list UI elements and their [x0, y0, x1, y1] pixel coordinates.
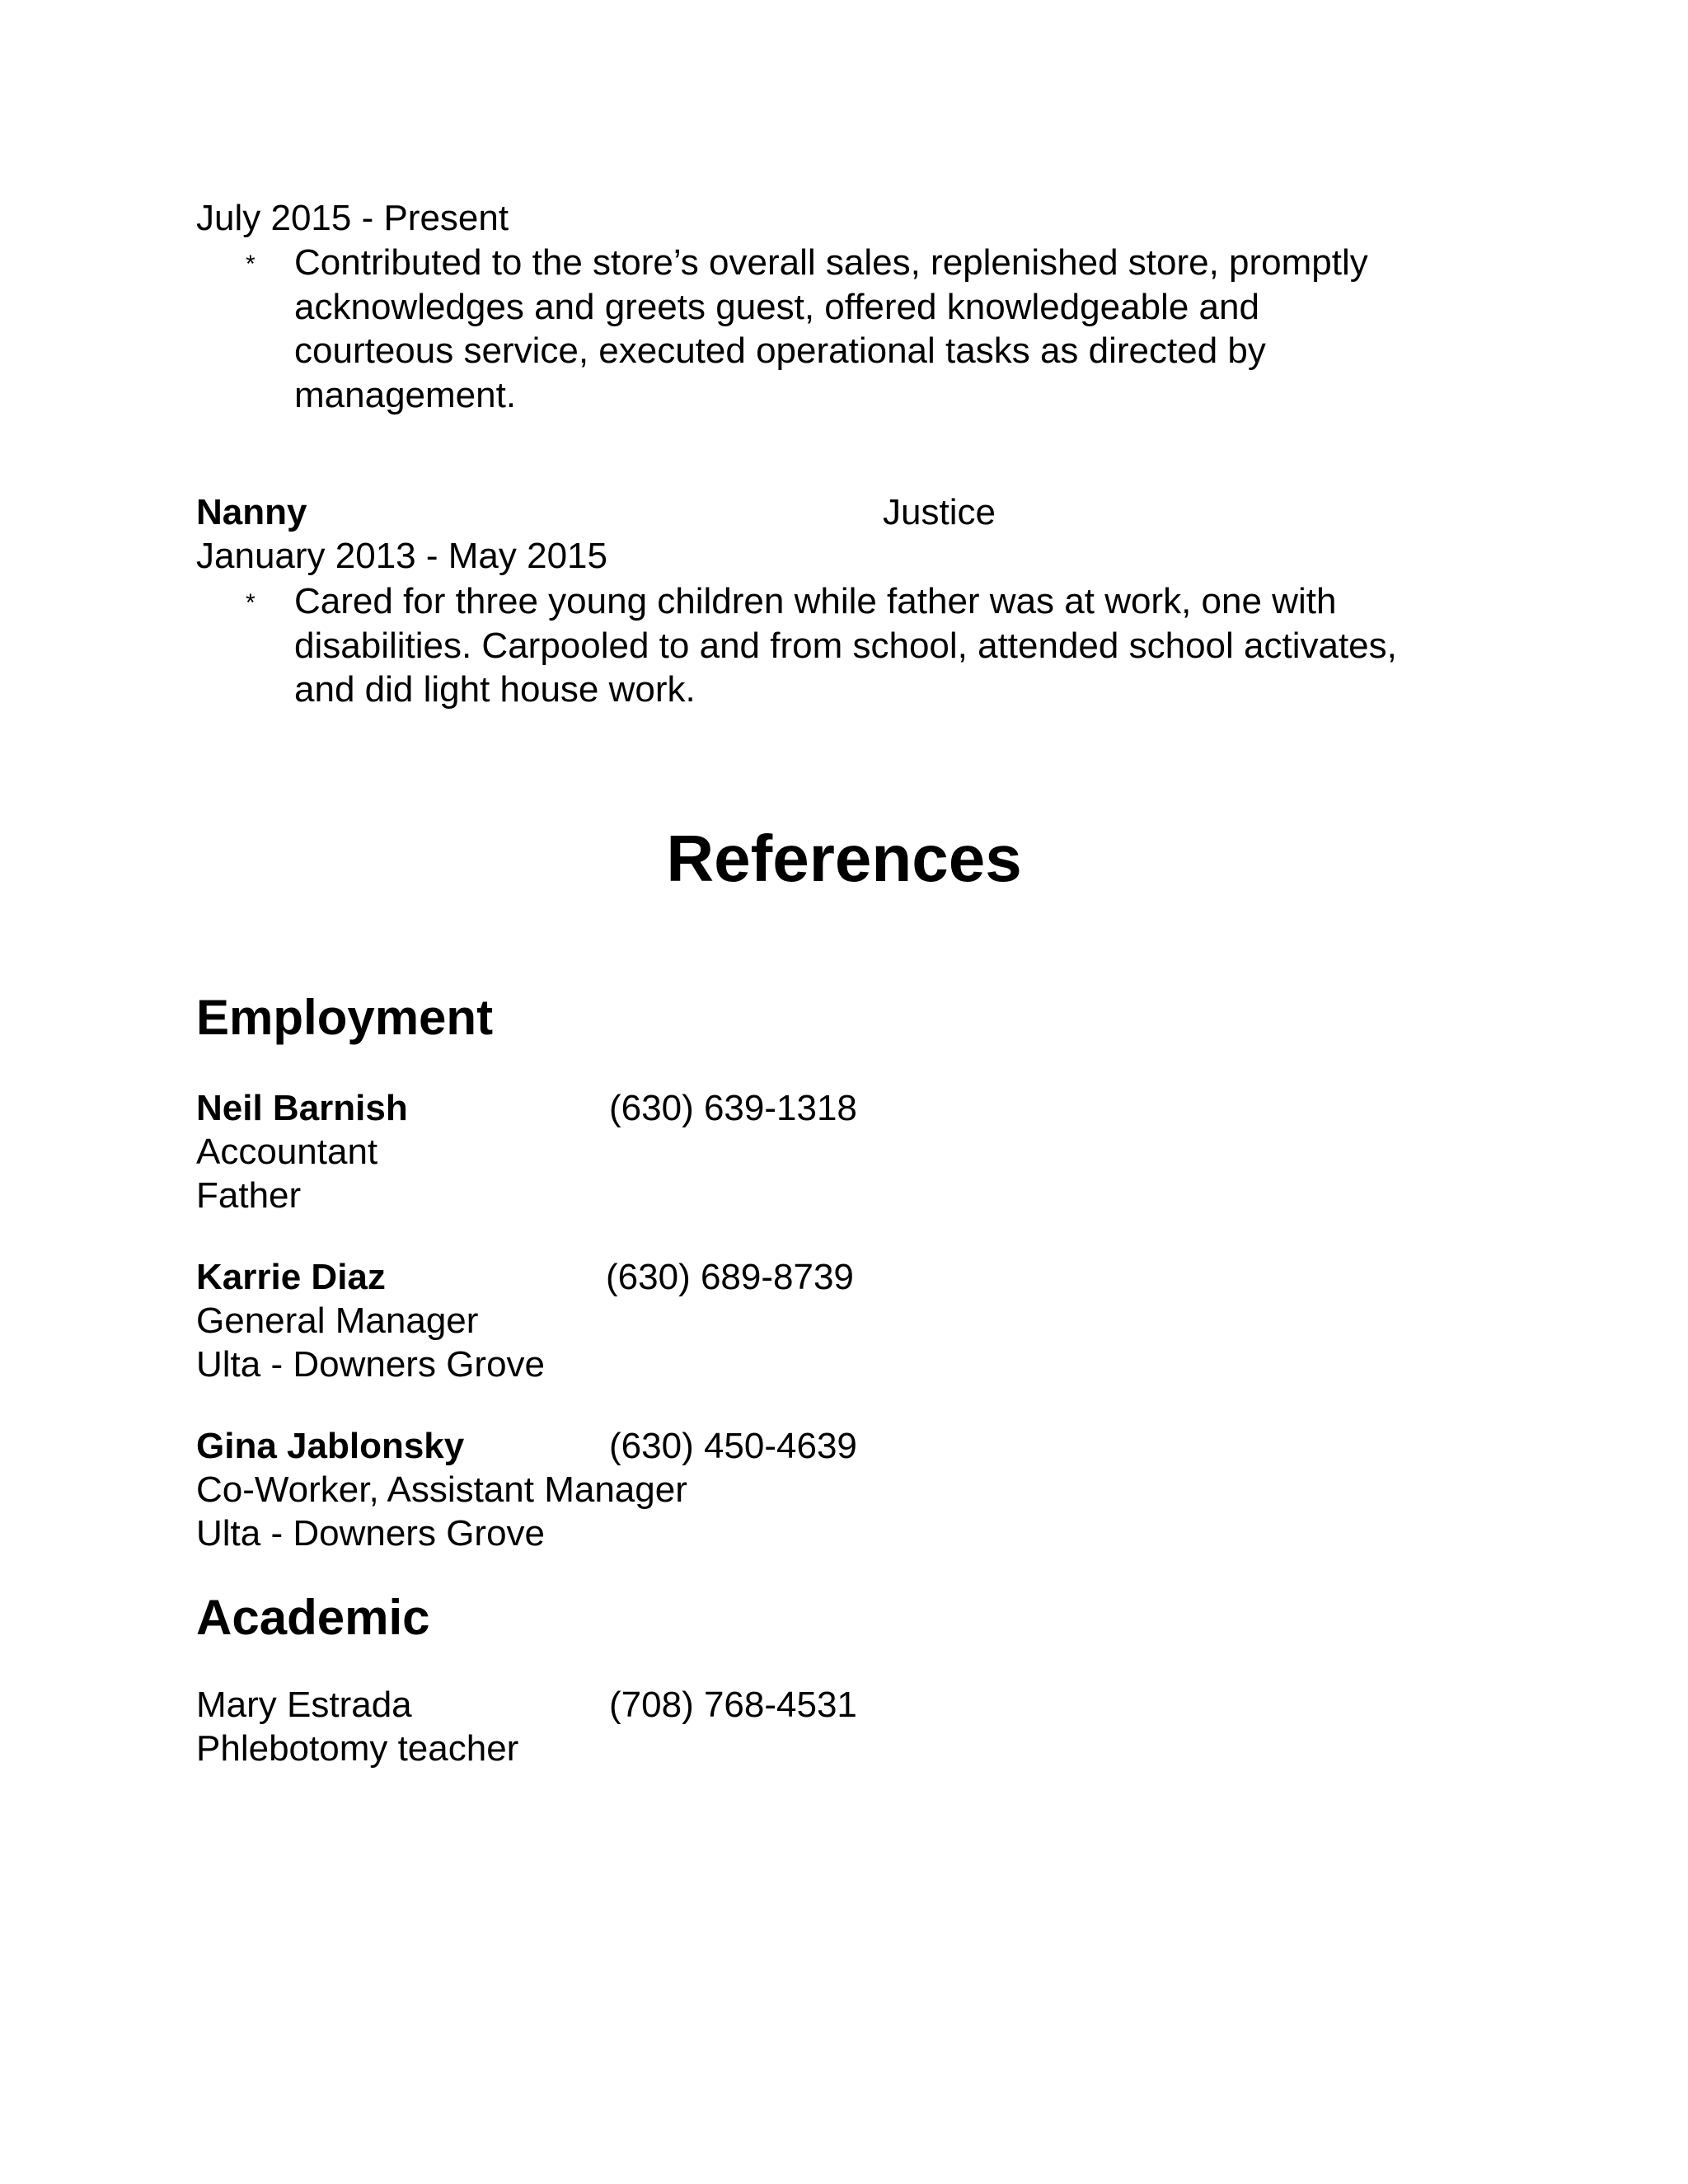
references-title: References: [666, 822, 1022, 895]
reference-role: Co-Worker, Assistant Manager: [196, 1469, 687, 1510]
job2-bullet-marker: *: [246, 589, 256, 616]
job2-bullet-text: Cared for three young children while father was at work, one with disabilities. Carpooled to and from school, attended school activates, and did light house work.: [294, 581, 1397, 710]
job1-dates: July 2015 - Present: [196, 198, 509, 238]
employment-heading: Employment: [196, 990, 494, 1045]
reference-phone: (630) 450-4639: [609, 1426, 857, 1466]
reference-name: Karrie Diaz: [196, 1257, 386, 1297]
reference-phone: (630) 689-8739: [606, 1257, 854, 1297]
job1-bullet-text: Contributed to the store’s overall sales, replenished store, promptly acknowledges and greets guest, offered knowledgeable and courteous service, executed operational tasks as directed by management.: [294, 242, 1368, 415]
reference-phone: (630) 639-1318: [609, 1088, 857, 1128]
reference-role: Phlebotomy teacher: [196, 1728, 519, 1769]
reference-name: Neil Barnish: [196, 1088, 408, 1128]
reference-role: General Manager: [196, 1301, 479, 1341]
academic-heading: Academic: [196, 1590, 430, 1645]
reference-relation: Father: [196, 1175, 302, 1216]
reference-role: Accountant: [196, 1132, 378, 1172]
reference-name: Gina Jablonsky: [196, 1426, 465, 1466]
reference-phone: (708) 768-4531: [609, 1685, 857, 1725]
job1-bullet-marker: *: [246, 251, 256, 278]
job2-title: Nanny: [196, 492, 307, 532]
reference-name: Mary Estrada: [196, 1685, 412, 1725]
job2-location: Justice: [883, 492, 996, 532]
reference-workplace: Ulta - Downers Grove: [196, 1344, 546, 1385]
reference-workplace: Ulta - Downers Grove: [196, 1513, 546, 1554]
job2-dates: January 2013 - May 2015: [196, 536, 607, 576]
